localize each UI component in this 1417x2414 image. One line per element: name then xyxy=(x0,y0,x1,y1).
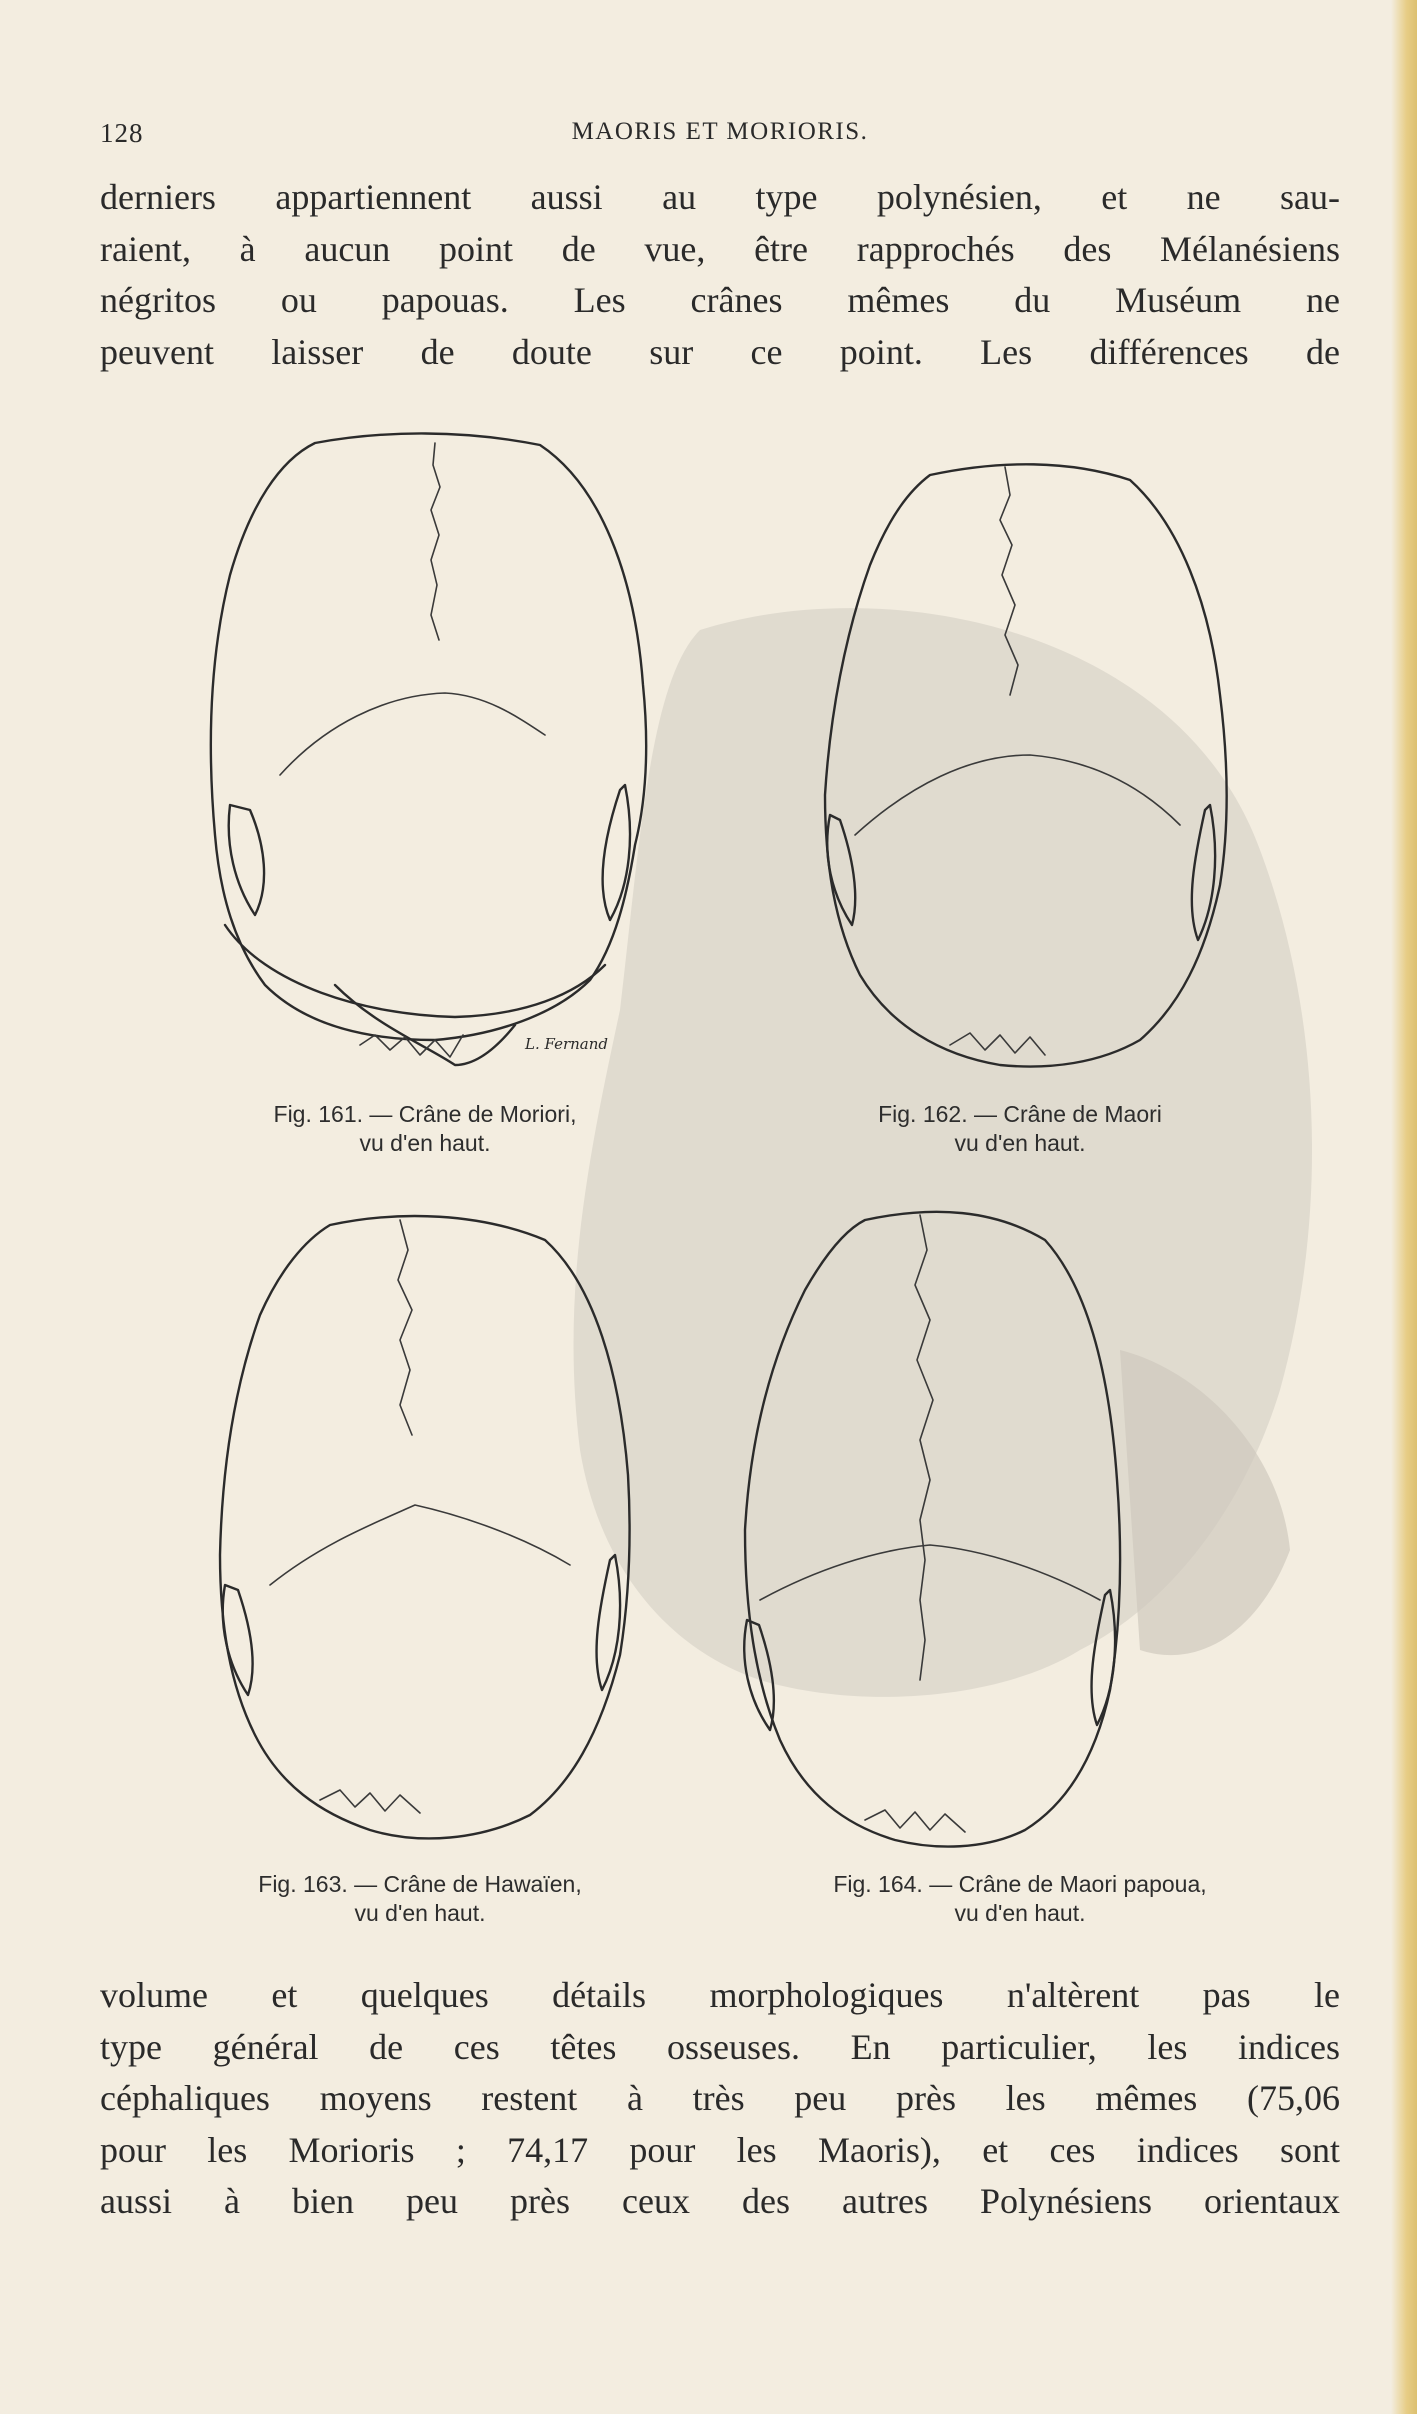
text-line: pour les Morioris ; 74,17 pour les Maoris), et ces indices sont xyxy=(100,2129,1340,2170)
text-line: aussi à bien peu près ceux des autres Polynésiens orientaux xyxy=(100,2181,1340,2221)
text-line: derniers appartiennent aussi au type polynésien, et ne sau- xyxy=(100,177,1340,217)
page-number: 128 xyxy=(100,118,144,148)
caption-line: vu d'en haut. xyxy=(354,1900,486,1926)
skull-drawing-163 xyxy=(200,1205,650,1855)
caption-figure-162 xyxy=(790,1100,1250,1158)
running-head: MAORIS ET MORIORIS. xyxy=(571,118,869,145)
text-line: raient, à aucun point de vue, être rapprochés des Mélanésiens xyxy=(100,228,1340,269)
body-text-bottom xyxy=(100,1970,1340,2228)
caption-line: vu d'en haut. xyxy=(954,1130,1086,1156)
text-line: négritos ou papouas. Les crânes mêmes du Muséum ne xyxy=(100,280,1340,320)
text-line: type général de ces têtes osseuses. En particulier, les indices xyxy=(100,2026,1340,2067)
caption-line: Fig. 161. — Crâne de Moriori, xyxy=(273,1101,577,1127)
body-text-top xyxy=(100,172,1340,378)
caption-figure-164 xyxy=(750,1870,1290,1928)
engraver-signature: L. Fernand xyxy=(525,1035,608,1053)
skull-drawing-161 xyxy=(195,425,675,1085)
text-line: peuvent laisser de doute sur ce point. Les différences de xyxy=(100,331,1340,372)
figure-164 xyxy=(715,1200,1135,1860)
skull-drawing-162 xyxy=(800,455,1250,1075)
caption-line: vu d'en haut. xyxy=(954,1900,1086,1926)
figure-162 xyxy=(800,455,1250,1075)
caption-figure-161 xyxy=(185,1100,665,1158)
figure-161 xyxy=(195,425,675,1085)
caption-line: Fig. 163. — Crâne de Hawaïen, xyxy=(258,1871,582,1897)
caption-line: Fig. 164. — Crâne de Maori papoua, xyxy=(833,1871,1207,1897)
text-line: céphaliques moyens restent à très peu près les mêmes (75,06 xyxy=(100,2078,1340,2118)
figure-163 xyxy=(200,1205,650,1855)
skull-drawing-164 xyxy=(715,1200,1135,1860)
page-header xyxy=(100,118,1340,158)
caption-line: Fig. 162. — Crâne de Maori xyxy=(878,1101,1162,1127)
page-edge xyxy=(1391,0,1417,2414)
text-line: volume et quelques détails morphologiques n'altèrent pas le xyxy=(100,1975,1340,2015)
caption-line: vu d'en haut. xyxy=(359,1130,491,1156)
caption-figure-163 xyxy=(185,1870,655,1928)
